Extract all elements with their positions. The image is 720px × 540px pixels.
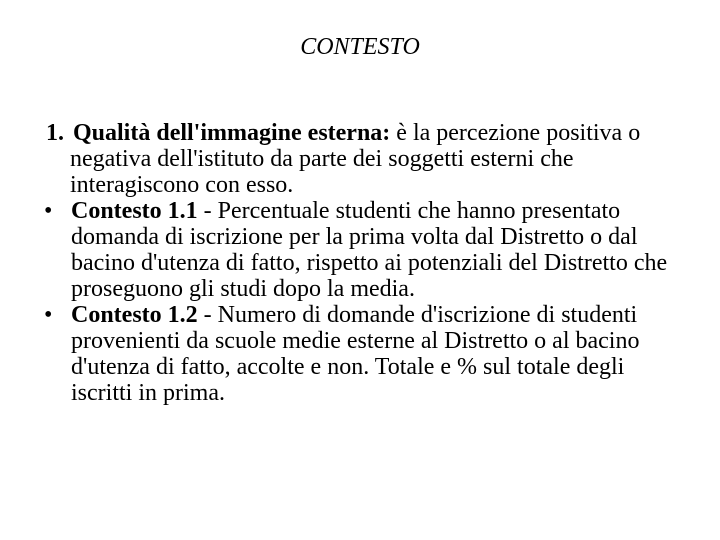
slide-title: CONTESTO bbox=[300, 34, 420, 60]
item-heading: Contesto 1.2 bbox=[71, 302, 198, 328]
item-number: 1. bbox=[46, 120, 64, 146]
item-text: - Numero di domande d'iscrizione di studenti provenienti da scuole medie esterne al Distretto o al bacino d'utenza di fatto, accolte e non. Totale e % sul totale degli iscritti in prima. bbox=[71, 302, 640, 406]
bullet-icon: • bbox=[44, 302, 53, 328]
content-list bbox=[46, 120, 686, 406]
list-item-qualita bbox=[46, 120, 686, 198]
item-text: è la percezione positiva o negativa dell'istituto da parte dei soggetti esterni che interagiscono con esso. bbox=[70, 120, 641, 198]
bullet-icon: • bbox=[44, 198, 53, 224]
list-item-contesto-1-1 bbox=[46, 198, 686, 302]
item-text: - Percentuale studenti che hanno presentato domanda di iscrizione per la prima volta dal Distretto o dal bacino d'utenza di fatto, rispetto ai potenziali del Distretto che proseguono gli studi dopo la media. bbox=[71, 198, 668, 302]
list-item-contesto-1-2 bbox=[46, 302, 686, 406]
item-heading: Qualità dell'immagine esterna: bbox=[73, 120, 391, 146]
item-heading: Contesto 1.1 bbox=[71, 198, 198, 224]
